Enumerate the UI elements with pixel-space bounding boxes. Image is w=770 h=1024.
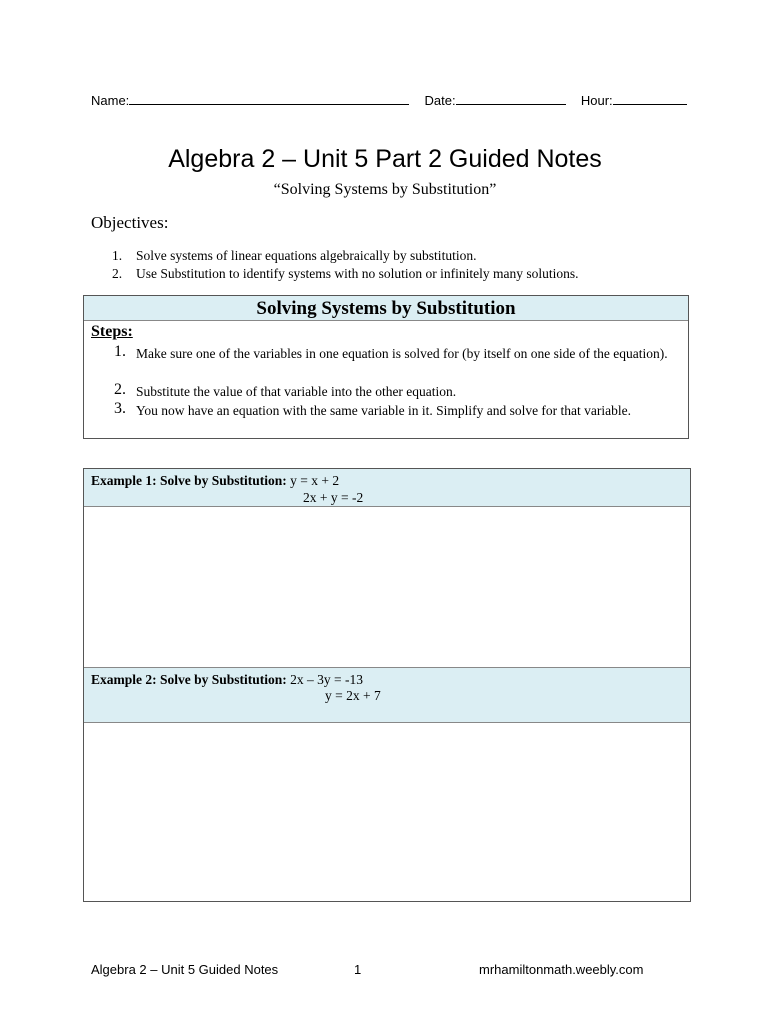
example-1-header [84, 469, 690, 507]
steps-label: Steps: [91, 323, 133, 340]
footer-page-number: 1 [354, 962, 362, 977]
hour-label: Hour: [580, 93, 613, 108]
objectives-heading: Objectives: [91, 213, 169, 232]
example-2-label: Example 2: Solve by Substitution: [91, 672, 287, 687]
example-1-work-area[interactable] [84, 507, 690, 667]
steps-box [83, 295, 689, 439]
header-fields [91, 92, 687, 108]
footer-right: mrhamiltonmath.weebly.com [479, 962, 644, 977]
example-1-label: Example 1: Solve by Substitution: [91, 473, 287, 488]
name-field[interactable] [129, 92, 409, 105]
example-2-equation-1: 2x – 3y = -13 [290, 672, 364, 687]
hour-field[interactable] [613, 92, 687, 105]
objective-item: 2. Use Substitution to identify systems with no solution or infinitely many solutions. [112, 266, 579, 281]
step-item: 1. Make sure one of the variables in one equation is solved for (by itself on one side of the equation). [114, 343, 668, 361]
steps-box-title: Solving Systems by Substitution [84, 296, 688, 321]
example-1-equation-2: 2x + y = -2 [303, 490, 364, 505]
footer-left: Algebra 2 – Unit 5 Guided Notes [91, 962, 279, 977]
page-title: Algebra 2 – Unit 5 Part 2 Guided Notes [168, 145, 602, 173]
example-2-work-area[interactable] [84, 723, 690, 901]
step-item: 3. You now have an equation with the same variable in it. Simplify and solve for that variable. [114, 400, 632, 418]
objective-item: 1. Solve systems of linear equations algebraically by substitution. [112, 248, 477, 263]
objectives-list [112, 247, 579, 283]
page-subtitle: “Solving Systems by Substitution” [273, 181, 497, 198]
date-label: Date: [424, 93, 456, 108]
example-2-equation-2: y = 2x + 7 [325, 688, 381, 703]
name-label: Name: [91, 93, 130, 108]
date-field[interactable] [456, 92, 566, 105]
example-2-header [84, 667, 690, 723]
step-item: 2. Substitute the value of that variable into the other equation. [114, 381, 457, 399]
examples-box [83, 468, 691, 902]
example-1-equation-1: y = x + 2 [290, 473, 340, 488]
